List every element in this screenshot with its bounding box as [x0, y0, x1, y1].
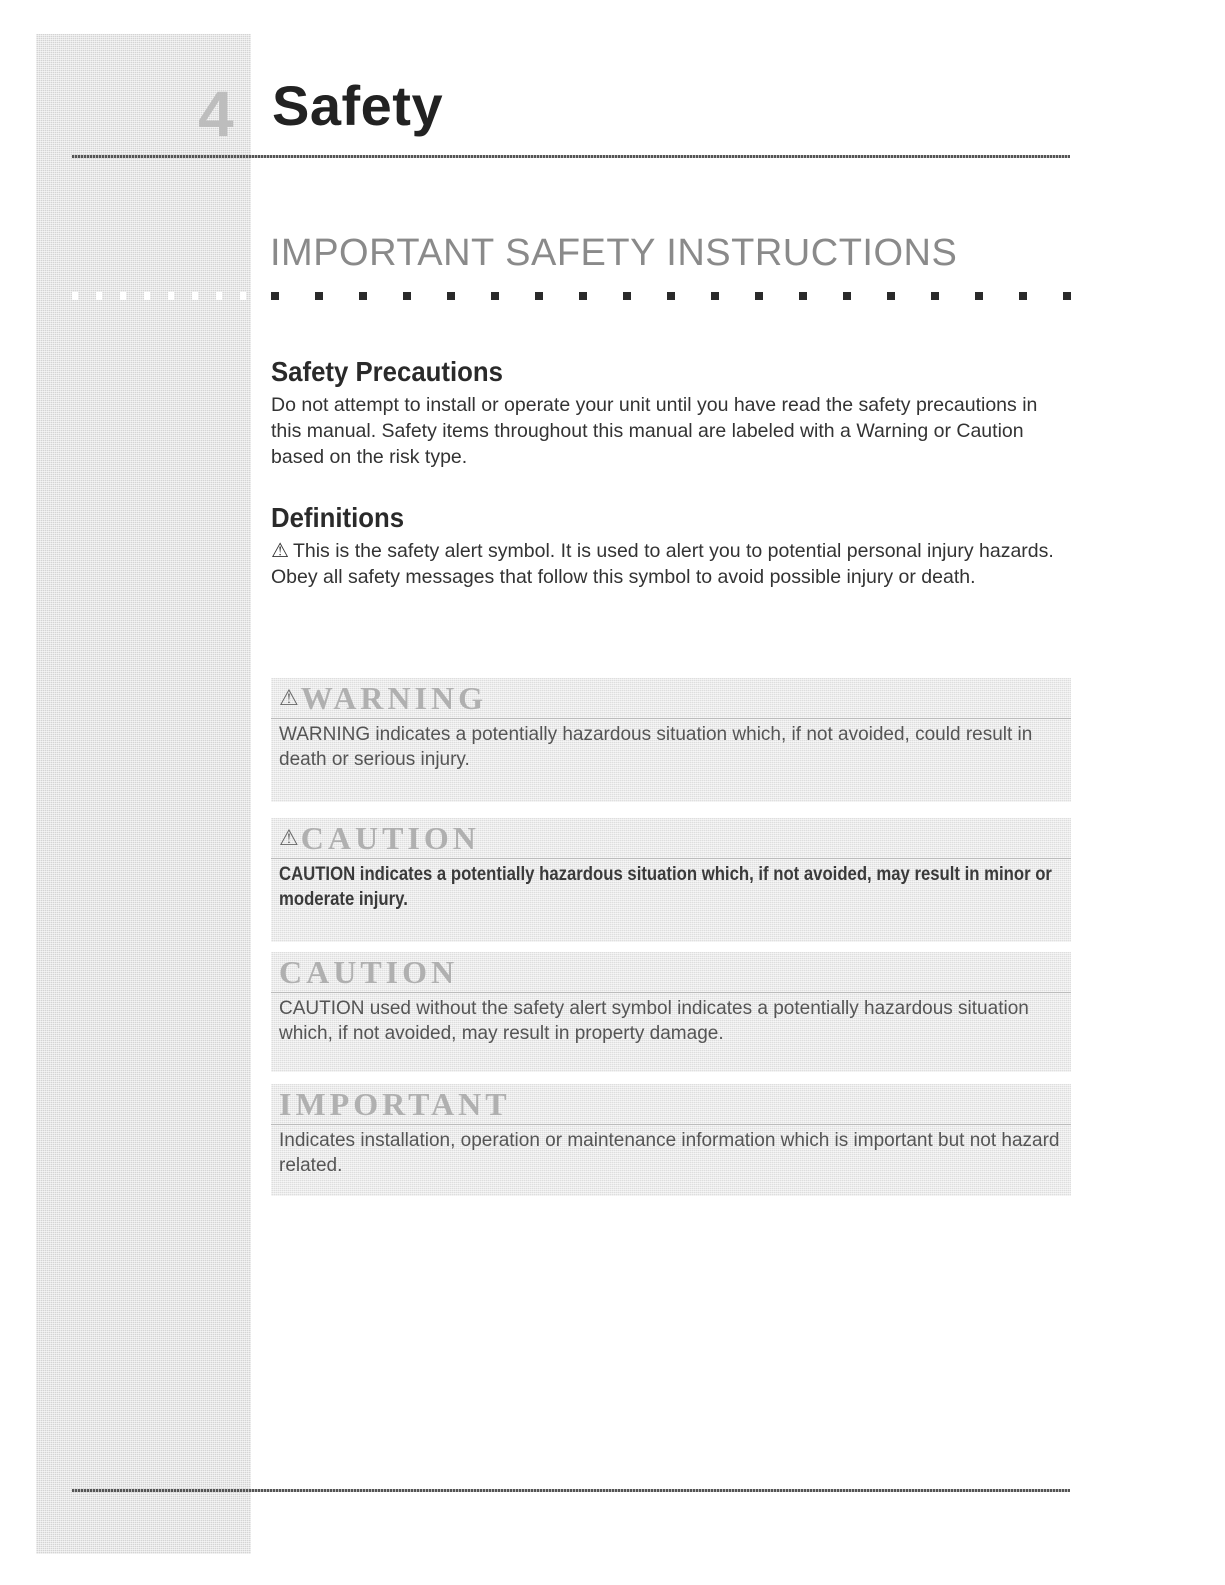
header-rule — [72, 155, 1070, 158]
caution-box — [271, 818, 1071, 942]
chapter-title: Safety — [272, 74, 444, 137]
section-heading: IMPORTANT SAFETY INSTRUCTIONS — [270, 232, 958, 274]
precautions-text: Do not attempt to install or operate your unit until you have read the safety precautions in this manual. Safety items throughout this manual are labeled with a Warning or Caution based on the risk type. — [271, 394, 1038, 468]
important-box — [271, 1084, 1071, 1196]
caution-property-heading: CAUTION — [279, 954, 459, 990]
footer-rule — [72, 1489, 1070, 1492]
caution-property-divider — [271, 992, 1071, 993]
caution-property-text: CAUTION used without the safety alert symbol indicates a potentially hazardous situation which, if not avoided, may result in property damage. — [279, 998, 1029, 1044]
chapter-number: 4 — [198, 78, 234, 150]
caution-property-box — [271, 952, 1071, 1072]
caution-heading — [279, 822, 480, 854]
definitions-title: Definitions — [271, 502, 405, 533]
warning-divider — [271, 718, 1071, 719]
warning-heading — [279, 682, 487, 714]
important-divider — [271, 1124, 1071, 1125]
sidebar-dot-row — [72, 292, 252, 300]
caution-alert-icon: ⚠ — [279, 826, 299, 851]
definitions-text: This is the safety alert symbol. It is used to alert you to potential personal injury hazards. Obey all safety messages that follow this symbol to avoid possible injury or death. — [271, 540, 1054, 588]
caution-text: CAUTION indicates a potentially hazardous situation which, if not avoided, may result in minor or moderate injury. — [279, 864, 1052, 910]
warning-label: WARNING — [300, 680, 487, 716]
important-heading: IMPORTANT — [279, 1086, 511, 1122]
warning-box — [271, 678, 1071, 802]
heading-dot-divider — [271, 292, 1073, 300]
warning-text: WARNING indicates a potentially hazardous situation which, if not avoided, could result in death or serious injury. — [279, 724, 1033, 770]
safety-alert-icon: ⚠ — [271, 540, 289, 562]
page-sidebar — [36, 34, 251, 1554]
precautions-title: Safety Precautions — [271, 356, 503, 387]
caution-label: CAUTION — [300, 820, 480, 856]
warning-alert-icon: ⚠ — [279, 686, 299, 711]
caution-divider — [271, 858, 1071, 859]
important-text: Indicates installation, operation or maintenance information which is important but not hazard related. — [279, 1130, 1060, 1176]
definitions-paragraph — [271, 538, 1071, 590]
